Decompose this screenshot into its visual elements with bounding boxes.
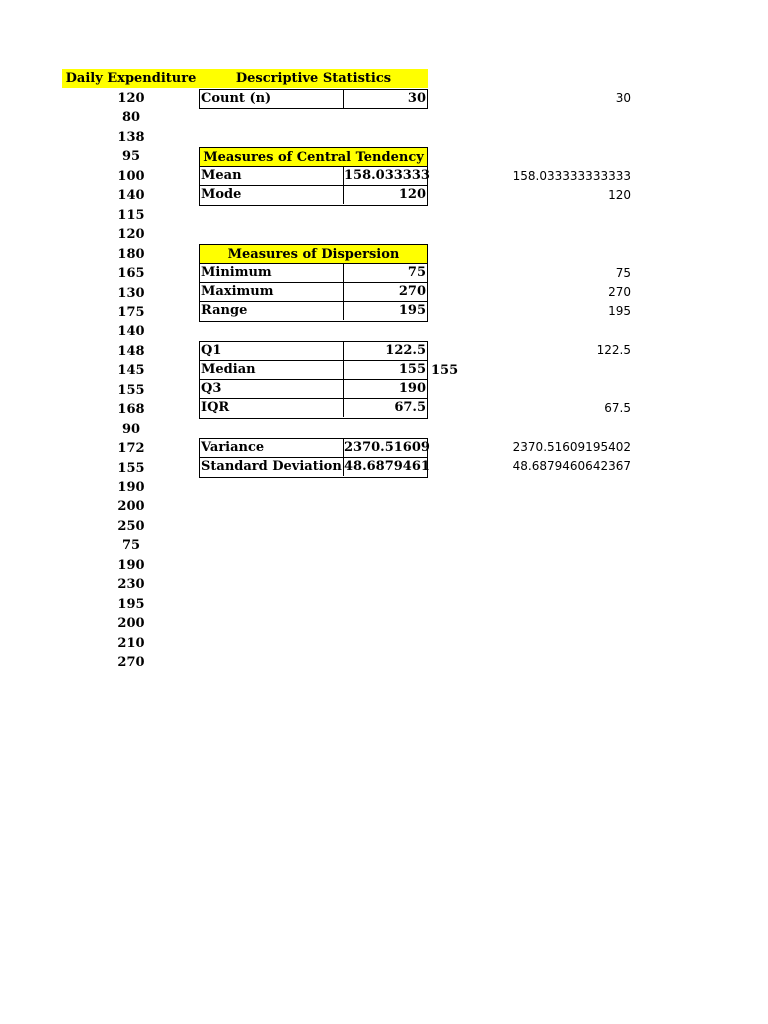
expenditure-value[interactable]: 175 — [117, 304, 145, 320]
side-min[interactable]: 75 — [615, 266, 631, 280]
expenditure-value[interactable]: 138 — [117, 129, 145, 145]
expenditure-value[interactable]: 155 — [117, 382, 145, 398]
q1-value[interactable]: 122.5 — [385, 343, 426, 358]
range-value[interactable]: 195 — [398, 303, 426, 318]
iqr-row — [200, 399, 427, 418]
side-range[interactable]: 195 — [608, 304, 631, 318]
minimum-label: Minimum — [200, 264, 344, 282]
side-max[interactable]: 270 — [608, 285, 631, 299]
maximum-row — [200, 283, 427, 302]
expenditure-value[interactable]: 270 — [117, 655, 145, 671]
mode-value[interactable]: 120 — [398, 187, 426, 202]
variance-row — [200, 439, 430, 458]
expenditure-value[interactable]: 140 — [117, 324, 145, 340]
iqr-value[interactable]: 67.5 — [394, 400, 426, 415]
variance-label: Variance — [200, 439, 344, 457]
side-q1[interactable]: 122.5 — [596, 343, 631, 357]
median-label: Median — [200, 361, 344, 379]
minimum-row — [200, 264, 427, 283]
expenditure-header: Daily Expenditure — [62, 69, 200, 88]
expenditure-value[interactable]: 80 — [121, 110, 141, 126]
expenditure-value[interactable]: 200 — [117, 499, 145, 515]
central-tendency-title: Measures of Central Tendency — [200, 148, 427, 167]
side-iqr[interactable]: 67.5 — [604, 401, 631, 415]
maximum-label: Maximum — [200, 283, 344, 301]
q3-label: Q3 — [200, 380, 344, 398]
expenditure-value[interactable]: 155 — [117, 460, 145, 476]
count-row — [200, 90, 427, 109]
range-label: Range — [200, 302, 344, 320]
range-row — [200, 302, 427, 321]
mode-label: Mode — [200, 186, 344, 204]
expenditure-value[interactable]: 180 — [117, 246, 145, 262]
q1-label: Q1 — [200, 342, 344, 360]
side-sd[interactable]: 48.6879460642367 — [512, 459, 631, 473]
median-side-value[interactable]: 155 — [431, 363, 459, 378]
mode-row — [200, 186, 427, 205]
expenditure-value[interactable]: 190 — [117, 557, 145, 573]
q3-value[interactable]: 190 — [398, 381, 426, 396]
count-table — [199, 89, 428, 109]
median-row — [200, 361, 427, 380]
mean-value[interactable]: 158.033333 — [344, 168, 430, 183]
expenditure-value[interactable]: 148 — [117, 343, 145, 359]
descriptive-title: Descriptive Statistics — [199, 69, 428, 88]
expenditure-value[interactable]: 165 — [117, 266, 145, 282]
median-value[interactable]: 155 — [398, 362, 426, 377]
maximum-value[interactable]: 270 — [398, 284, 426, 299]
side-variance[interactable]: 2370.51609195402 — [512, 440, 631, 454]
count-value[interactable]: 30 — [407, 91, 426, 106]
expenditure-value[interactable]: 140 — [117, 188, 145, 204]
spread-table — [199, 438, 428, 478]
side-mode[interactable]: 120 — [608, 188, 631, 202]
minimum-value[interactable]: 75 — [407, 265, 426, 280]
expenditure-value[interactable]: 172 — [117, 441, 145, 457]
dispersion-title: Measures of Dispersion — [200, 245, 427, 264]
iqr-label: IQR — [200, 399, 344, 417]
count-label: Count (n) — [200, 90, 344, 108]
central-tendency-table — [199, 147, 428, 206]
sd-value[interactable]: 48.6879461 — [344, 459, 430, 474]
quartiles-table — [199, 341, 428, 419]
expenditure-value[interactable]: 250 — [117, 518, 145, 534]
expenditure-value[interactable]: 95 — [121, 149, 141, 165]
expenditure-value[interactable]: 168 — [117, 402, 145, 418]
expenditure-value[interactable]: 230 — [117, 577, 145, 593]
dispersion-table — [199, 244, 428, 322]
expenditure-value[interactable]: 200 — [117, 616, 145, 632]
side-mean[interactable]: 158.033333333333 — [512, 169, 631, 183]
q1-row — [200, 342, 427, 361]
expenditure-value[interactable]: 195 — [117, 596, 145, 612]
expenditure-value[interactable]: 75 — [121, 538, 141, 554]
expenditure-value[interactable]: 120 — [117, 227, 145, 243]
q3-row — [200, 380, 427, 399]
mean-label: Mean — [200, 167, 344, 185]
expenditure-value[interactable]: 210 — [117, 635, 145, 651]
expenditure-value[interactable]: 120 — [117, 91, 145, 106]
mean-row — [200, 167, 430, 186]
expenditure-value[interactable]: 130 — [117, 285, 145, 301]
sd-row — [200, 458, 430, 477]
sd-label: Standard Deviation — [200, 458, 344, 476]
expenditure-value[interactable]: 115 — [117, 207, 145, 223]
expenditure-value[interactable]: 100 — [117, 168, 145, 184]
variance-value[interactable]: 2370.51609 — [344, 440, 430, 455]
side-count[interactable]: 30 — [615, 91, 631, 105]
expenditure-value[interactable]: 145 — [117, 363, 145, 379]
expenditure-value[interactable]: 90 — [121, 421, 141, 437]
expenditure-value[interactable]: 190 — [117, 480, 145, 495]
